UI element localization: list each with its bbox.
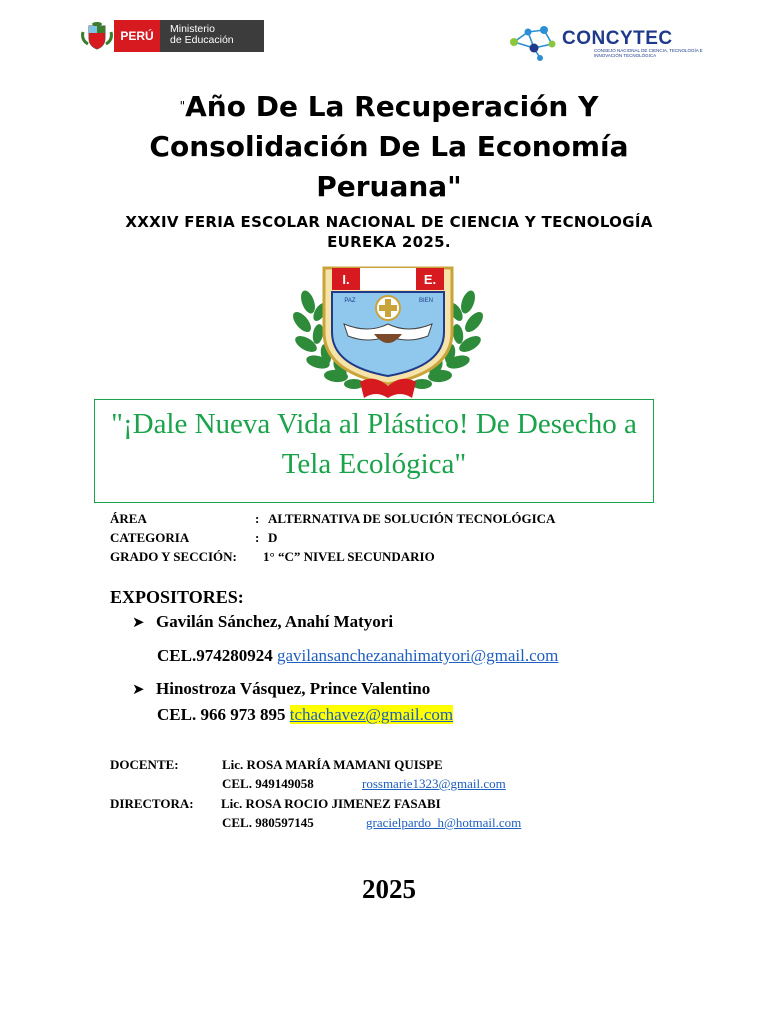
docente-cel: CEL. 949149058 — [222, 776, 314, 791]
expositor-2-cel: CEL. 966 973 895 — [157, 705, 286, 724]
categoria-label: CATEGORIA — [110, 530, 190, 545]
categoria-value: D — [268, 530, 278, 545]
arrow-bullet-icon: ➤ — [132, 613, 145, 631]
grado-value: 1° “C” NIVEL SECUNDARIO — [263, 549, 435, 564]
expositor-1-cel: CEL.974280924 — [157, 646, 273, 665]
project-title-box — [94, 399, 654, 503]
minedu-logo — [80, 20, 264, 52]
directora-name: Lic. ROSA ROCIO JIMENEZ FASABI — [221, 796, 441, 811]
expositor-1-name: Gavilán Sánchez, Anahí Matyori — [156, 612, 394, 631]
expositor-2-email-link[interactable]: tchachavez@gmail.com — [289, 705, 454, 724]
expositor-2-name-row — [132, 679, 430, 699]
grado-row — [110, 547, 555, 566]
expositor-2-contact — [157, 705, 453, 725]
expositores-heading: EXPOSITORES: — [110, 587, 244, 607]
categoria-row — [110, 528, 555, 547]
docente-contact-row — [222, 776, 506, 792]
project-info — [110, 509, 555, 566]
concytec-network-icon — [506, 22, 562, 62]
minedu-country: PERÚ — [114, 20, 160, 52]
area-colon: : — [255, 511, 260, 526]
docente-row — [110, 757, 443, 773]
directora-contact-row — [222, 815, 521, 831]
grado-label: GRADO Y SECCIÓN: — [110, 549, 237, 564]
concytec-logo — [506, 22, 712, 62]
year-title — [110, 86, 668, 207]
categoria-colon: : — [255, 530, 260, 545]
year-title-text: Año De La Recuperación Y Consolidación De La Economía Peruana" — [149, 90, 629, 203]
directora-email-link[interactable]: gracielpardo_h@hotmail.com — [366, 815, 522, 830]
expositor-1-contact — [157, 646, 558, 666]
feria-title: XXXIV FERIA ESCOLAR NACIONAL DE CIENCIA Y TECNOLOGÍA EUREKA 2025. — [125, 213, 653, 251]
peru-shield-icon — [80, 20, 114, 52]
crest-motto-left: PAZ — [344, 298, 356, 304]
minedu-line1: Ministerio — [170, 23, 215, 35]
area-row — [110, 509, 555, 528]
expositor-1-email-link[interactable]: gavilansanchezanahimatyori@gmail.com — [276, 646, 559, 665]
area-label: ÁREA — [110, 511, 147, 526]
school-crest-icon — [288, 262, 488, 402]
arrow-bullet-icon: ➤ — [132, 680, 145, 698]
expositor-1-name-row — [132, 612, 393, 632]
docente-label: DOCENTE: — [110, 757, 179, 772]
docente-name: Lic. ROSA MARÍA MAMANI QUISPE — [222, 757, 443, 772]
crest-motto-right: BIEN — [418, 298, 434, 304]
area-value: ALTERNATIVA DE SOLUCIÓN TECNOLÓGICA — [268, 511, 556, 526]
directora-row — [110, 796, 441, 812]
footer-year: 2025 — [362, 874, 416, 904]
crest-letter-right: E. — [423, 272, 437, 287]
project-title: "¡Dale Nueva Vida al Plástico! De Desecho a Tela Ecológica" — [111, 408, 637, 480]
minedu-ministry — [160, 20, 264, 52]
year-title-open-quote: " — [179, 99, 186, 113]
docente-email-link[interactable]: rossmarie1323@gmail.com — [362, 776, 506, 791]
minedu-line2: de Educación — [170, 34, 234, 46]
crest-letter-left: I. — [342, 272, 350, 287]
directora-label: DIRECTORA: — [110, 796, 194, 811]
directora-cel: CEL. 980597145 — [222, 815, 314, 830]
concytec-name: CONCYTEC — [562, 28, 673, 49]
concytec-subtitle: CONSEJO NACIONAL DE CIENCIA, TECNOLOGÍA E INNOVACIÓN TECNOLÓGICA — [594, 48, 703, 58]
expositor-2-name: Hinostroza Vásquez, Prince Valentino — [156, 679, 431, 698]
